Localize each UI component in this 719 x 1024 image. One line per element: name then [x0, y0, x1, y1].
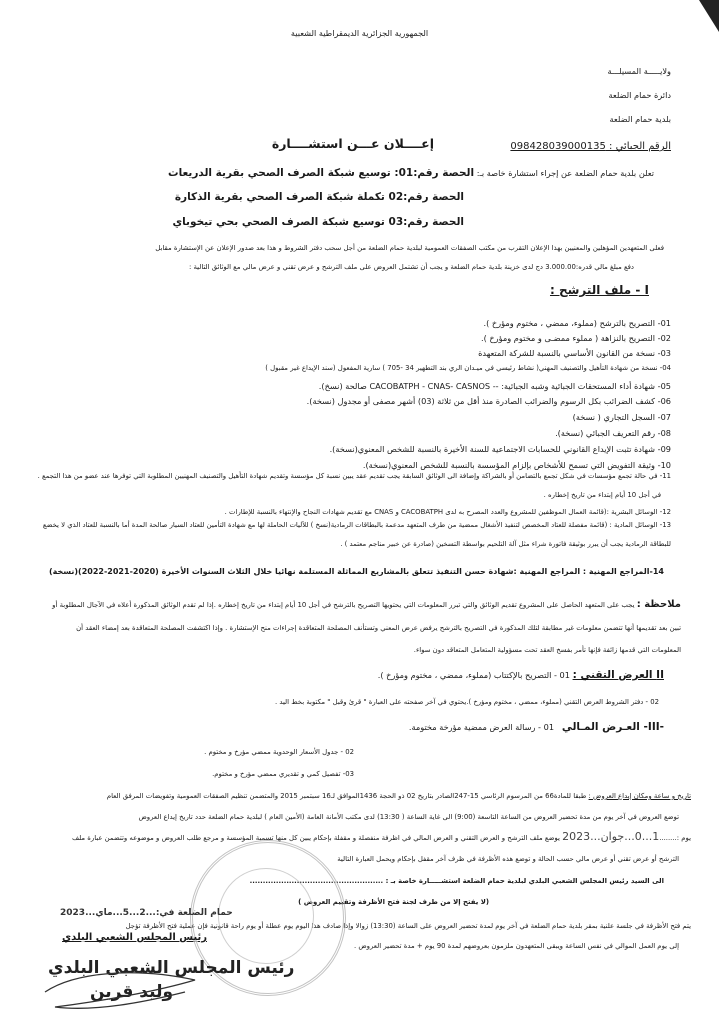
page-title: إعــــلان عـــن استشــــارة [271, 136, 434, 151]
opening-line-1: يتم فتح الأظرفة في جلسة علنية بمقر بلدية حمام الضلعة في آخر يوم لمدة تحضير العروض على الساعة (13:30) زوالا وإذا صادف هذا اليوم يوم عطلة أو يوم راحة قانونية فإن عملية فتح الأظرفة تؤجل [125, 922, 691, 930]
candidacy-item: 13- الوسائل المادية : (قائمة مفصلة للعتاد المخصص لتنفيذ الأشغال ممضية من طرف المتعهد مدعمة بالبطاقات الرمادية(نسخ ) للآليات الحاملة لها مع شهادة التأمين للعتاد السيار صالحة المدة أما بالنسبة للعتاد الذي لا يخضع [42, 521, 671, 529]
section-3-line-2: 02 - جدول الأسعار الوحدوية ممضي مؤرخ و مختوم . [204, 748, 354, 756]
candidacy-item: 09- شهادة تثبت الإيداع القانوني للحسابات الاجتماعية للسنة الأخيرة بالنسبة للشخص المعنوي(نسخة). [329, 444, 671, 454]
signature-name: وليد قرين [90, 982, 174, 1002]
signature-place-date: حمام الضلعة في:...2...5...ماي...2023 [60, 908, 233, 918]
section-2-line-1: II العرض التقني : 01 - التصريح بالإكتتاب (مملوء، ممضي ، مختوم ومؤرخ ). [377, 669, 664, 681]
signature-stamp-text: رئيس المجلس الشعبي البلدي [48, 958, 295, 978]
daira: دائرة حمام الضلعة [608, 90, 671, 100]
section-2-line-2: 02 - دفتر الشروط العرض التقني (مملوء، ممضي ، مختوم ومؤرخ ).يحتوي في آخر صفحته على العبارة " قرئ وقبل " مكتوبة بخط اليد . [274, 698, 659, 706]
candidacy-item: 08- رقم التعريف الجبائي (نسخة). [555, 428, 671, 438]
intro-prefix: تعلن بلدية حمام الضلعة عن إجراء استشارة خاصة بـ: [476, 168, 654, 178]
candidacy-item: 10- وثيقة التفويض التي تسمح للأشخاص بإلزام المؤسسة بالنسبة للشخص المعنوي(نسخة). [362, 460, 671, 470]
candidacy-item: 07- السجل التجاري ( نسخة) [572, 412, 671, 422]
section-3-title: -III- العـرض المـالي [561, 721, 664, 733]
section-2-title: II العرض التقني : [572, 669, 664, 681]
deposit-notice: (لا يفتح إلا من طرف لجنة فتح الأظرفة وتقييم العروض ) [298, 898, 489, 906]
deposit-label: تاريخ و ساعة ومكان إيداع العروض : [588, 792, 691, 800]
intro-paragraph-2: دفع مبلغ مالي قدره:3.000.00 دج لدى خزينة بلدية حمام الضلعة و يجب أن تشتمل العروض على ملف الترشح و عرض تقني و عرض مالي مع الوثائق التالية : [188, 263, 634, 271]
section-3-line-1: -III- العـرض المـالي 01 - رسالة العرض ممضية مؤرخة مختومة. [408, 721, 664, 733]
candidacy-item: 11- في حالة تجمع مؤسسات في شكل تجمع بالتضامن أو بالشراكة وإضافة الى الوثائق السابقة يجب تقديم عقد يبين نسبة كل مؤسسة وتقديم شهادة التأهيل والتصنيف المهنيين المطلوبة التي توفرها عند عضو من هذا التجمع . [37, 472, 671, 480]
candidacy-item: 02- التصريح بالنزاهة ( مملوء ممضـى و مختوم ومؤرخ ). [480, 333, 671, 343]
deposit-line-2: توضع العروض في آخر يوم من مدة تحضير العروض من الساعة التاسعة (9:00) الى غاية الساعة ( 13:30) لدى مكتب الأمانة العامة (الأمين العام ) لبلدية حمام الضلعة حدد تاريخ إيداع العروض [138, 813, 679, 821]
wilaya: ولايـــــة المسيلـــة [607, 66, 671, 76]
note-line-1: ملاحظة : يجب على المتعهد الحاصل على المشروع تقديم الوثائق والتي تبرر المعلومات التي يحتويها التصريح بالترشح في أجل 10 أيام إبتداء من تاريخ إخطاره .إذا لم تقدم الوثائق المذكورة أعلاه في الآجال المطلوبة أو [52, 599, 681, 610]
fiscal-id: الرقم الجبائي : 098428039000135 [510, 141, 671, 152]
deposit-line-1: تاريخ و ساعة ومكان إيداع العروض : طبقا للمادة66 من المرسوم الرئاسي 15-247الصادر بتاريخ 02 ذو الحجة 1436الموافق لـ16 سبتمبر 2015 والمتضمن تنظيم الصفقات العمومية وتفويضات المرفق العام [106, 792, 691, 800]
opening-line-2: إلى يوم العمل الموالي في نفس الساعة ويبقى المتعهدون ملزمون بعروضهم لمدة 90 يوم + مدة تحضير العروض . [353, 942, 679, 950]
candidacy-item: 01- التصريح بالترشح (مملوء، ممضي ، مختوم ومؤرخ ). [483, 318, 671, 328]
candidacy-item: 05- شهادة أداء المستحقات الجبائية وشبه الجبائية: -- CACOBATPH - CNAS- CASNOS صالحة (نسخ). [318, 381, 671, 391]
candidacy-item: 06- كشف الضرائب بكل الرسوم والضرائب الصادرة منذ أقل من ثلاثة (03) أشهر مصفى أو مجدول (نسخة). [306, 396, 671, 406]
deposit-line-3: يوم :........1...0...جوان...2023 يوضع ملف الترشح و العرض التقني و العرض المالي في اظرفة منفصلة و مقفلة بإحكام يبين كل منها تسمية المؤسسة و مرجع طلب العروض و موضوعه وتتضمن عبارة ملف [71, 830, 691, 843]
deposit-address: الى السيد رئيس المجلس الشعبي البلدي لبلدية حمام الضلعة استشـــــارة خاصة بـ : ................................................... [249, 877, 664, 885]
handwritten-date: 1...0...جوان...2023 [562, 830, 660, 843]
deposit-line-4: الترشح أو عرض تقني أو عرض مالي حسب الحالة و توضع هذه الأظرفة في ظرف آخر مقفل بإحكام ويحمل العبارة التالية [337, 855, 679, 863]
commune: بلدية حمام الضلعة [609, 114, 671, 124]
candidacy-item: 03- نسخة من القانون الأساسي بالنسبة للشركة المتعهدة [478, 348, 671, 358]
signature-role: رئيس المجلس الشعبي البلدي [62, 932, 207, 943]
note-line-2: تبين بعد تقديمها أنها تتضمن معلومات غير مطابقة لتلك المذكورة في التصريح بالترشح يرفض عرض المعني وتستأنف المصلحة المتعاقدة إجراءات منح الإستشارة . وإذا اكتشفت المصلحة المتعاقدة بعد إمضاء العقد أن [76, 624, 681, 632]
lot-2: الحصة رقم:02 تكملة شبكة الصرف الصحي بقرية الذكارة [174, 191, 464, 203]
candidacy-item: 14-المراجع المهنية : المراجع المهنية :شهادة حسن التنفيذ تتعلق بالمشاريع المماثلة المستلمة نهائيا خلال الثلاث السنوات الأخيرة (2020-2021-2022)(نسخة) [48, 567, 664, 576]
candidacy-item: في أجل 10 أيام إبتداء من تاريخ إخطاره . [543, 491, 661, 499]
candidacy-item: 12- الوسائل البشرية :(قائمة العمال الموظفين للمشروع والعدد المصرح به لدى CACOBATPH و CNAS مع تقديم شهادات النجاح والإنتهاء بالنسبة للإطارات . [224, 508, 671, 516]
note-label: ملاحظة : [636, 599, 681, 610]
section-3-line-3: 03- تفصيل كمي و تقديري ممضي مؤرخ و مختوم. [212, 770, 354, 778]
candidacy-item: للبطاقة الرمادية يجب أن يبرر بوثيقة فاتورة شراء مثل آلة التلحيم بواسطة التسخين (صادرة عن خبير مناجم معتمد ) . [340, 540, 671, 548]
lot-3: الحصة رقم:03 توسيع شبكة الصرف الصحي بحي تيخوباي [172, 216, 464, 228]
intro-line [16, 168, 654, 179]
lot-1: الحصة رقم:01: توسيع شبكة الصرف الصحي بقرية الدريعات [168, 167, 475, 179]
candidacy-item: 04- نسخة من شهادة التأهيل والتصنيف المهني( نشاط رئيسي في ميـدان الري بند التطهير 34 -705 ) سارية المفعول (سند الإيداع غير مقبول ) [265, 364, 671, 372]
intro-paragraph-1: فعلى المتعهدين المؤهلين والمعنيين بهذا الإعلان التقرب من مكتب الصفقات العمومية لبلدية حمام الضلعة من أجل سحب دفتر الشروط و هذا بعد صدور الإعلان عن الإستشارة مقابل [155, 244, 664, 252]
handwritten-signature [35, 962, 215, 1022]
republic-header: الجمهورية الجزائرية الديمقراطية الشعبية [290, 28, 429, 38]
section-1-title: I - ملف الترشح : [549, 283, 649, 297]
note-line-3: المعلومات التي قدمها زائفة فإنها تأمر بفسخ العقد تحت مسؤولية المتعامل المتعاقد دون سواء. [413, 646, 681, 654]
